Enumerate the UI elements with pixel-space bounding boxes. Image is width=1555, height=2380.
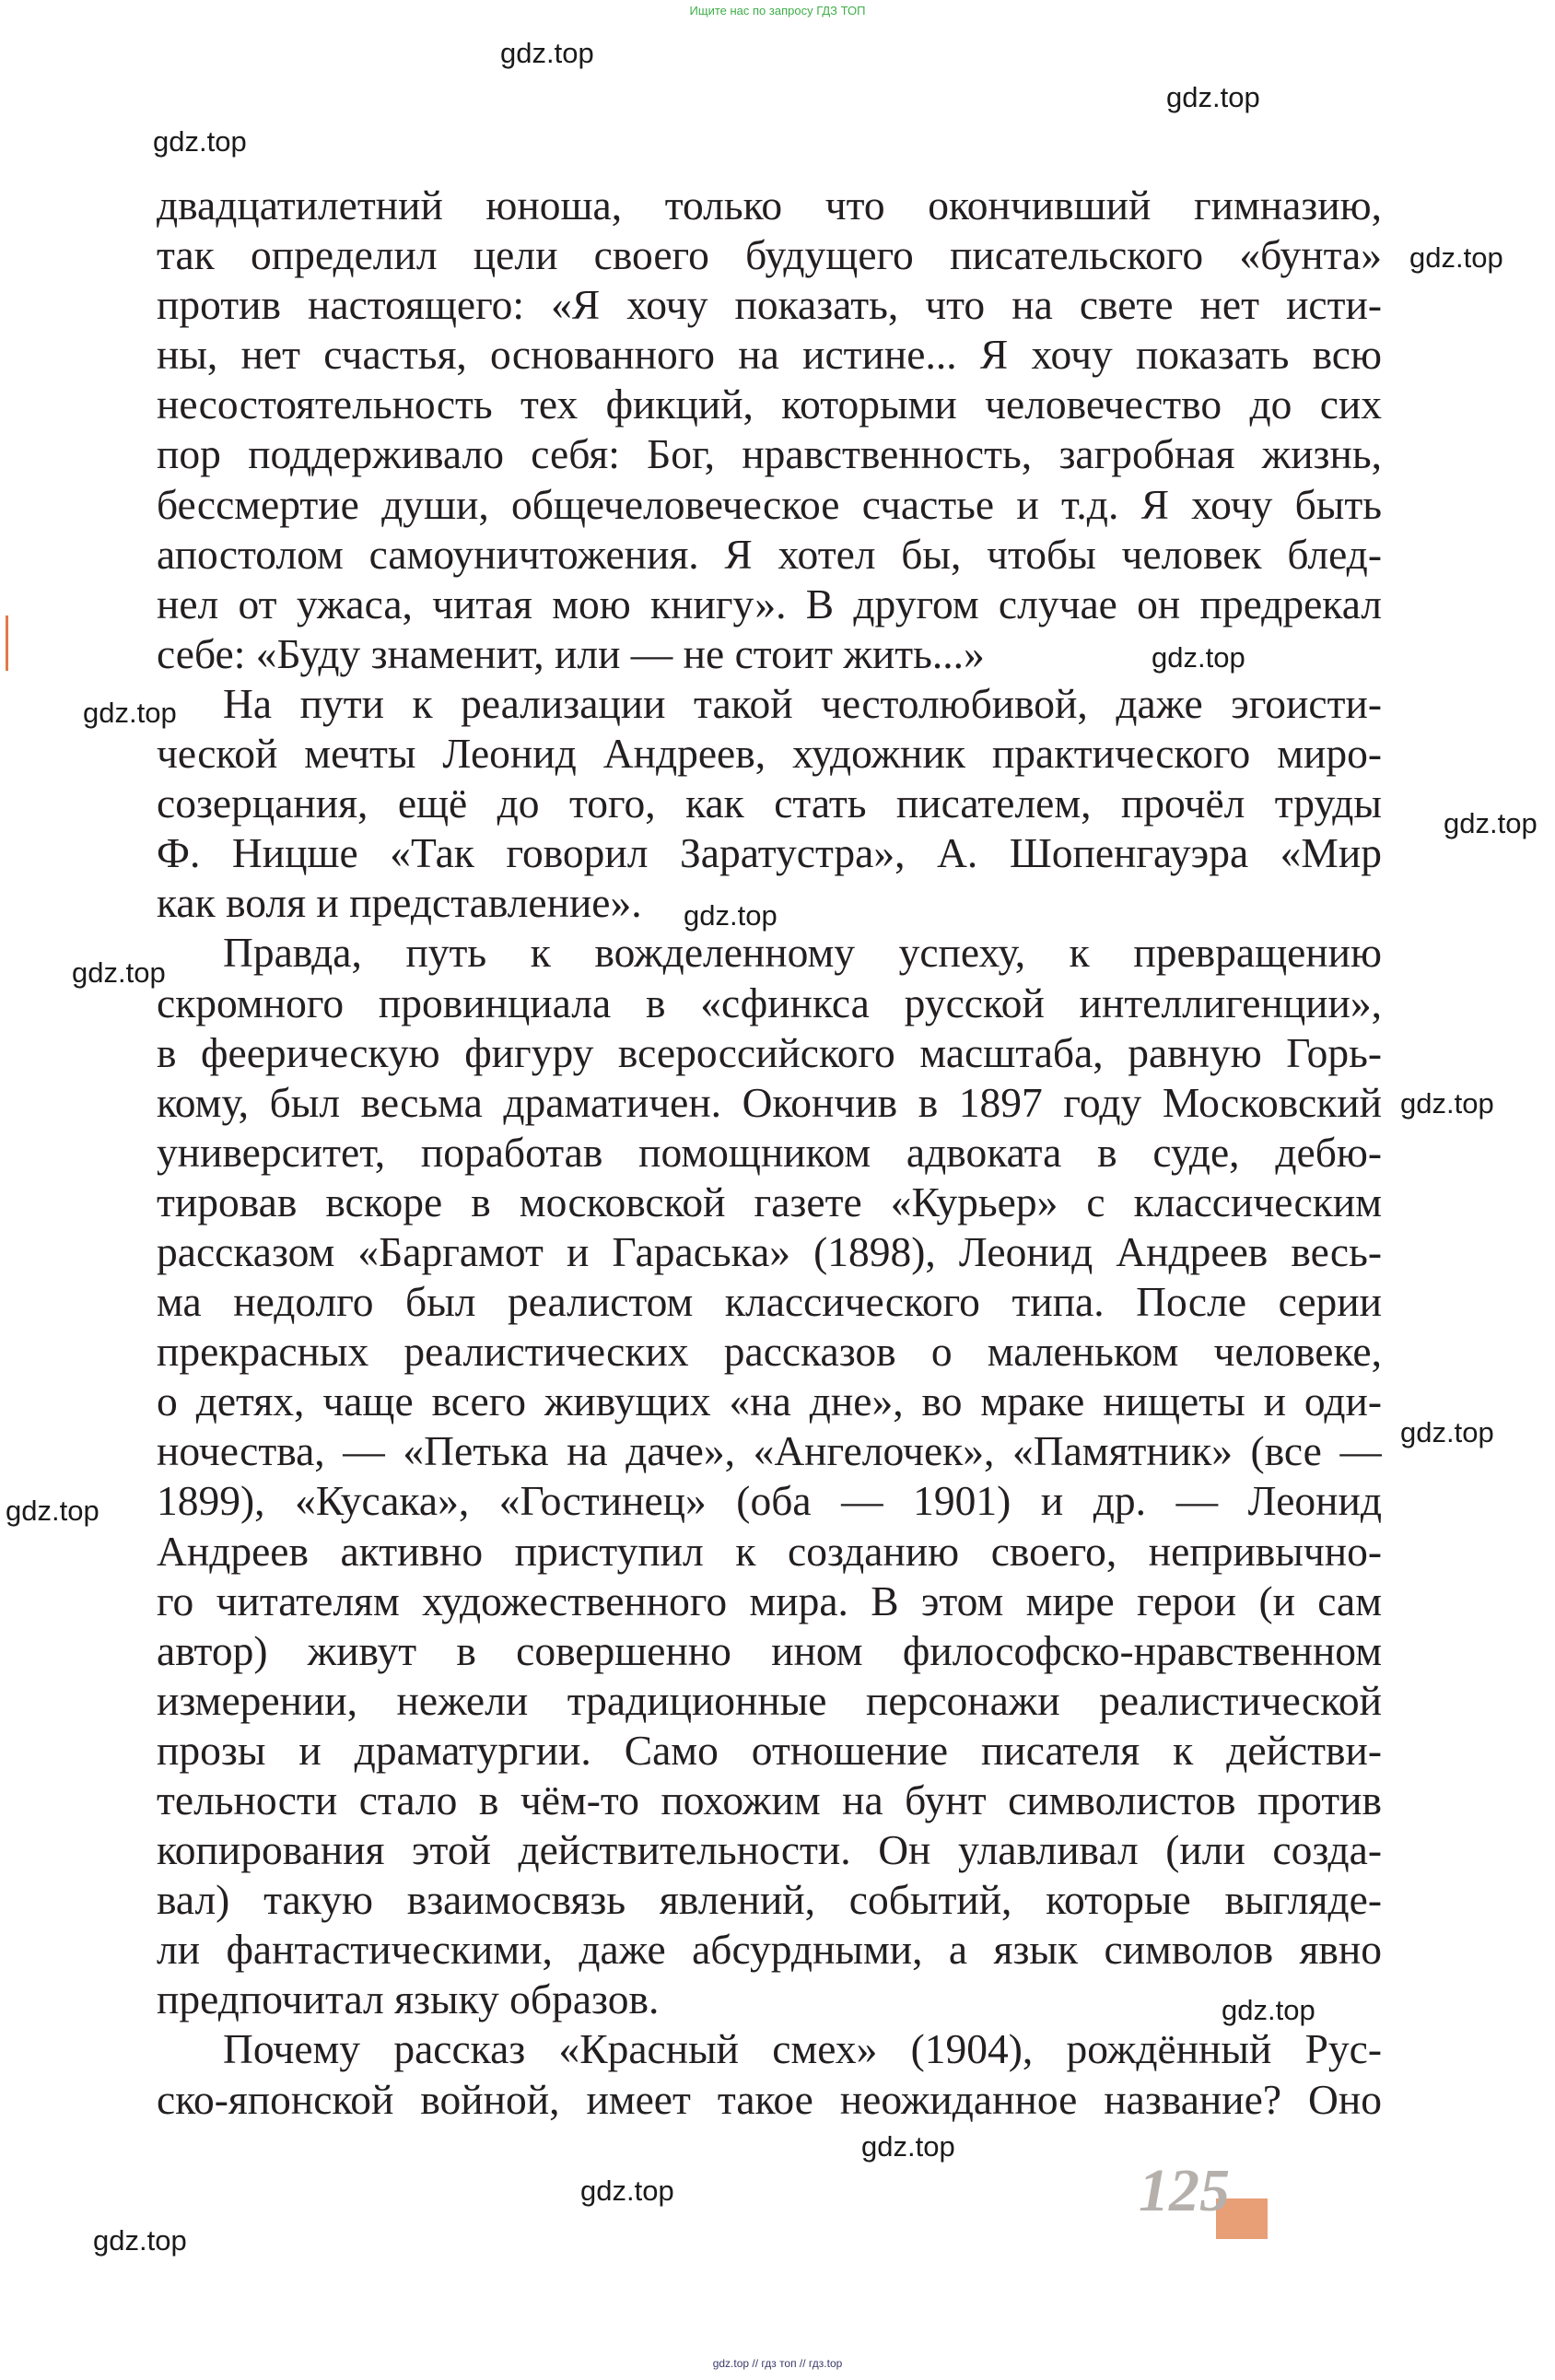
watermark: gdz.top — [1400, 1087, 1494, 1120]
text-line: предпочитал языку образов. — [157, 1976, 660, 2023]
text-line: скромного провинциала в «сфинкса русской интеллигенции», — [157, 979, 1382, 1026]
text-line: прекрасных реалистических рассказов о маленьком человеке, — [157, 1328, 1382, 1376]
text-line: вал) такую взаимосвязь явлений, событий, которые выгляде- — [157, 1876, 1382, 1924]
margin-mark — [6, 616, 8, 671]
body-text — [157, 181, 1382, 2125]
text-line: рассказом «Баргамот и Гараська» (1898), Леонид Андреев весь- — [157, 1227, 1382, 1275]
watermark: gdz.top — [580, 2175, 674, 2207]
watermark: gdz.top — [1409, 241, 1503, 274]
watermark: gdz.top — [153, 125, 247, 158]
text-line: Правда, путь к вожделенному успеху, к превращению — [223, 929, 1382, 977]
text-line: себе: «Буду знаменит, или — не стоит жить...» — [157, 629, 985, 677]
watermark: gdz.top — [93, 2224, 187, 2257]
watermark: gdz.top — [500, 37, 594, 69]
watermark: gdz.top — [1222, 1994, 1315, 2026]
text-line: созерцания, ещё до того, как стать писателем, прочёл труды — [157, 780, 1382, 827]
text-line: кому, был весьма драматичен. Окончив в 1897 году Московский — [157, 1078, 1382, 1126]
text-line: нел от ужаса, читая мою книгу». В другом случае он предрекал — [157, 580, 1382, 627]
text-line: тельности стало в чём-то похожим на бунт символистов против — [157, 1776, 1382, 1823]
text-line: На пути к реализации такой честолюбивой, даже эгоисти- — [223, 679, 1382, 727]
top-banner: Ищите нас по запросу ГДЗ ТОП — [689, 4, 866, 18]
text-line: против настоящего: «Я хочу показать, что на свете нет исти- — [157, 281, 1382, 329]
text-line: ма недолго был реалистом классического типа. После серии — [157, 1278, 1382, 1326]
text-line: ческой мечты Леонид Андреев, художник практического миро- — [157, 730, 1382, 778]
text-line: ли фантастическими, даже абсурдными, а язык символов явно — [157, 1926, 1382, 1974]
text-line: 1899), «Кусака», «Гостинец» (оба — 1901) и др. — Леонид — [157, 1477, 1382, 1525]
watermark: gdz.top — [1400, 1416, 1494, 1448]
text-line: двадцатилетний юноша, только что окончивший гимназию, — [157, 182, 1382, 229]
text-line: апостолом самоуничтожения. Я хотел бы, чтобы человек блед- — [157, 530, 1382, 578]
text-line: тировав вскоре в московской газете «Курьер» с классическим — [157, 1178, 1382, 1225]
text-line: о детях, чаще всего живущих «на дне», во мраке нищеты и оди- — [157, 1378, 1382, 1425]
text-line: ны, нет счастья, основанного на истине... Я хочу показать всю — [157, 331, 1382, 379]
text-line: Андреев активно приступил к созданию своего, непривычно- — [157, 1527, 1382, 1575]
text-line: так определил цели своего будущего писательского «бунта» — [157, 231, 1382, 279]
text-line: прозы и драматургии. Само отношение писателя к действи- — [157, 1726, 1382, 1774]
page-number: 125 — [1139, 2157, 1230, 2224]
text-line: несостоятельность тех фикций, которыми человечество до сих — [157, 381, 1382, 428]
watermark: gdz.top — [1152, 641, 1245, 674]
watermark: gdz.top — [1166, 81, 1260, 113]
watermark: gdz.top — [684, 899, 778, 932]
watermark: gdz.top — [861, 2130, 955, 2163]
watermark: gdz.top — [72, 956, 166, 989]
text-line: в феерическую фигуру всероссийского масштаба, равную Горь- — [157, 1028, 1382, 1076]
text-line: Ф. Ницше «Так говорил Заратустра», А. Шопенгауэра «Мир — [157, 829, 1382, 877]
text-line: пор поддерживало себя: Бог, нравственность, загробная жизнь, — [157, 430, 1382, 478]
text-line: Почему рассказ «Красный смех» (1904), рождённый Рус- — [223, 2025, 1382, 2073]
text-line: ночества, — «Петька на даче», «Ангелочек», «Памятник» (все — — [157, 1427, 1382, 1475]
text-line: бессмертие души, общечеловеческое счастье и т.д. Я хочу быть — [157, 480, 1382, 528]
text-line: автор) живут в совершенно ином философско-нравственном — [157, 1626, 1382, 1674]
text-line: ско-японской войной, имеет такое неожиданное название? Оно — [157, 2075, 1382, 2123]
watermark: gdz.top — [6, 1495, 99, 1527]
bottom-banner: gdz.top // гдз топ // гдз.top — [712, 2357, 843, 2370]
text-line: как воля и представление». — [157, 879, 642, 927]
text-line: измерении, нежели традиционные персонажи реалистической — [157, 1676, 1382, 1724]
watermark: gdz.top — [83, 697, 177, 729]
watermark: gdz.top — [1444, 807, 1537, 839]
text-line: университет, поработав помощником адвоката в суде, дебю- — [157, 1128, 1382, 1176]
text-line: го читателям художественного мира. В этом мире герои (и сам — [157, 1577, 1382, 1624]
text-line: копирования этой действительности. Он улавливал (или созда- — [157, 1826, 1382, 1874]
